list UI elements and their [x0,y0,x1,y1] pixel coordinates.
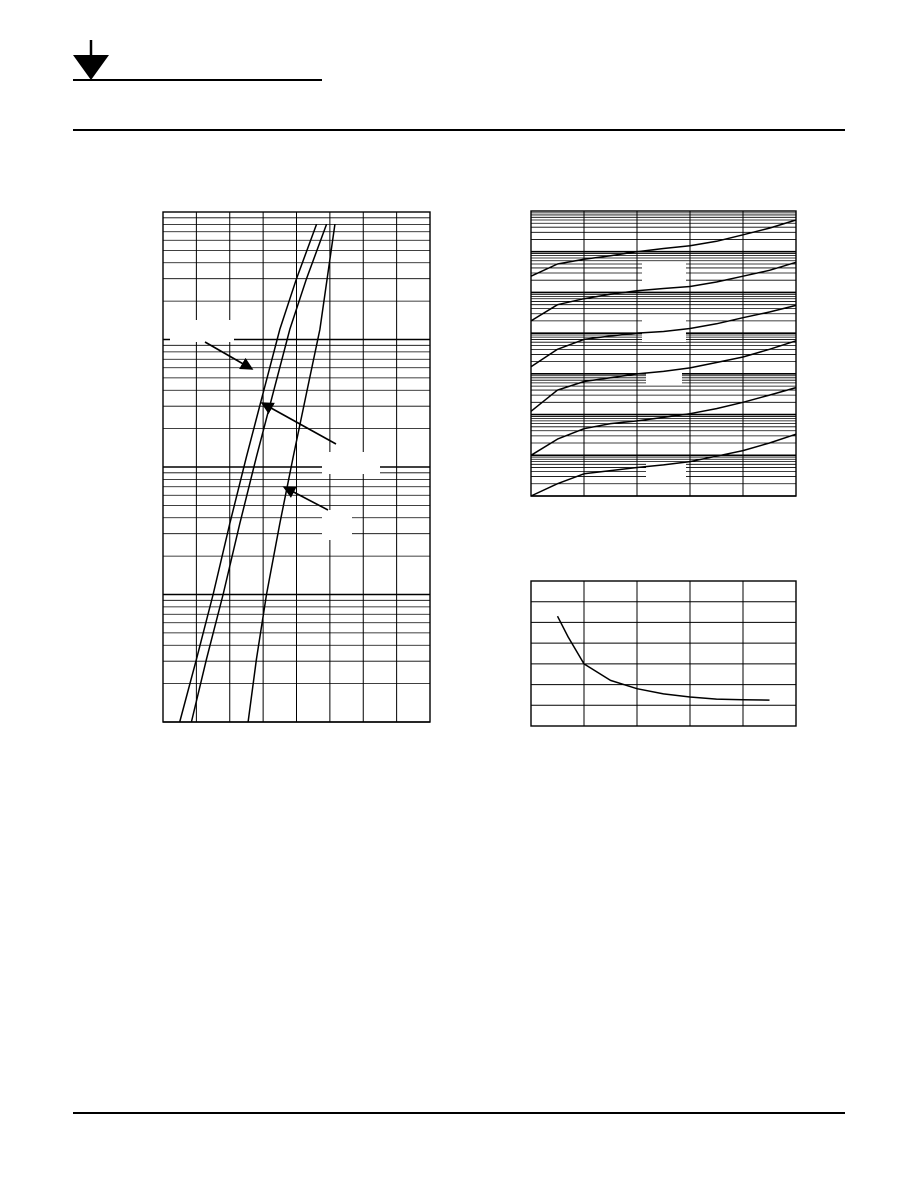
footer [73,1112,845,1114]
annotation-arrow-1 [205,342,252,369]
series-group [558,616,770,700]
arrow-down-triangle-icon [73,40,109,80]
chart-forward-characteristics [150,200,450,735]
header [0,0,918,140]
chart-capacitance-characteristics [520,570,810,740]
label-area [642,262,686,282]
chart-2-svg [520,200,810,510]
series-line-1 [558,616,770,700]
series-line-5 [531,388,796,456]
series-line-6 [531,434,796,496]
grid [163,212,430,722]
grid [531,581,796,726]
chart-3-svg [520,570,810,740]
label-area [322,510,352,540]
label-area [170,320,234,342]
chart-leakage-characteristics [520,200,810,510]
annotation-arrow-2 [262,403,336,444]
label-area [322,452,380,474]
plot-frame [531,581,796,726]
annotation-arrow-3 [284,487,328,510]
header-graphics [0,0,918,140]
chart-1-svg [150,200,450,735]
